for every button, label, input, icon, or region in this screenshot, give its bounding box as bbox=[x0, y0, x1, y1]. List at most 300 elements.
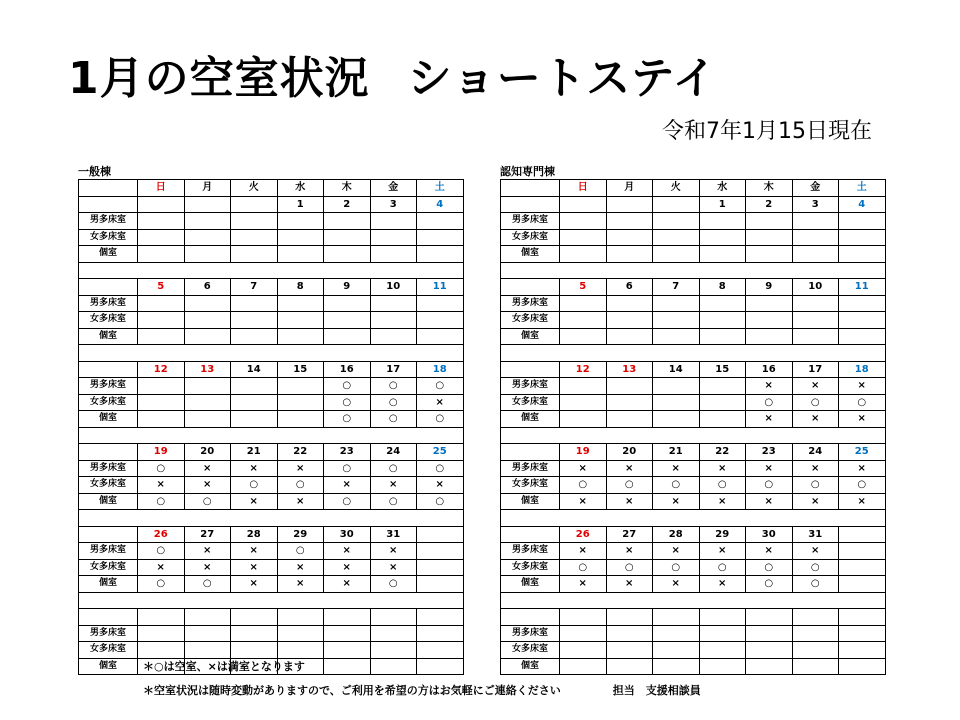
availability-cell: × bbox=[792, 378, 839, 395]
date-row-label bbox=[79, 609, 138, 626]
availability-cell bbox=[417, 246, 464, 263]
spacer-cell bbox=[746, 510, 793, 527]
room-type-label: 個室 bbox=[79, 328, 138, 345]
week-spacer-row bbox=[501, 345, 886, 362]
availability-cell bbox=[792, 328, 839, 345]
date-cell: 4 bbox=[417, 196, 464, 213]
room-row bbox=[79, 576, 464, 593]
room-type-label: 男多床室 bbox=[501, 378, 560, 395]
availability-cell: ○ bbox=[370, 394, 417, 411]
date-cell: 5 bbox=[560, 279, 607, 296]
date-cell: 24 bbox=[370, 444, 417, 461]
availability-cell: ○ bbox=[324, 411, 371, 428]
availability-cell: × bbox=[184, 559, 231, 576]
date-row bbox=[501, 444, 886, 461]
spacer-cell bbox=[501, 427, 560, 444]
availability-cell bbox=[839, 213, 886, 230]
availability-cell: × bbox=[277, 576, 324, 593]
date-row-label bbox=[79, 361, 138, 378]
spacer-cell bbox=[231, 262, 278, 279]
availability-cell: ○ bbox=[606, 559, 653, 576]
week-spacer-row bbox=[79, 592, 464, 609]
room-row bbox=[501, 625, 886, 642]
availability-cell bbox=[560, 312, 607, 329]
availability-cell: × bbox=[370, 477, 417, 494]
date-cell: 7 bbox=[231, 279, 278, 296]
room-row bbox=[79, 229, 464, 246]
availability-cell bbox=[370, 229, 417, 246]
spacer-cell bbox=[324, 262, 371, 279]
availability-cell bbox=[184, 625, 231, 642]
availability-cell bbox=[560, 295, 607, 312]
date-row-label bbox=[79, 196, 138, 213]
date-cell: 19 bbox=[560, 444, 607, 461]
date-row-label bbox=[501, 361, 560, 378]
spacer-cell bbox=[79, 510, 138, 527]
availability-cell bbox=[277, 625, 324, 642]
date-row-label bbox=[79, 526, 138, 543]
availability-cell bbox=[231, 295, 278, 312]
availability-cell bbox=[184, 642, 231, 659]
availability-cell bbox=[417, 642, 464, 659]
date-cell: 2 bbox=[324, 196, 371, 213]
spacer-cell bbox=[653, 427, 700, 444]
availability-cell bbox=[606, 213, 653, 230]
spacer-cell bbox=[746, 427, 793, 444]
room-row bbox=[79, 246, 464, 263]
date-cell: 8 bbox=[699, 279, 746, 296]
availability-cell bbox=[606, 411, 653, 428]
spacer-cell bbox=[184, 592, 231, 609]
availability-cell bbox=[370, 295, 417, 312]
room-row bbox=[501, 213, 886, 230]
availability-cell: ○ bbox=[560, 477, 607, 494]
availability-cell: ○ bbox=[231, 477, 278, 494]
room-row bbox=[79, 394, 464, 411]
date-row bbox=[501, 609, 886, 626]
availability-cell bbox=[746, 658, 793, 675]
availability-cell: × bbox=[324, 543, 371, 560]
header-corner bbox=[501, 180, 560, 197]
spacer-cell bbox=[324, 427, 371, 444]
date-cell: 22 bbox=[277, 444, 324, 461]
availability-cell bbox=[560, 229, 607, 246]
room-row bbox=[79, 559, 464, 576]
date-cell: 2 bbox=[746, 196, 793, 213]
availability-cell: × bbox=[277, 493, 324, 510]
room-type-label: 女多床室 bbox=[79, 559, 138, 576]
availability-cell bbox=[699, 312, 746, 329]
date-cell bbox=[138, 196, 185, 213]
room-row bbox=[79, 642, 464, 659]
date-row bbox=[79, 361, 464, 378]
weekday-header: 火 bbox=[653, 180, 700, 197]
availability-cell bbox=[231, 411, 278, 428]
date-cell: 15 bbox=[699, 361, 746, 378]
availability-cell bbox=[370, 625, 417, 642]
week-spacer-row bbox=[501, 262, 886, 279]
room-row bbox=[79, 378, 464, 395]
date-cell bbox=[184, 609, 231, 626]
date-cell bbox=[606, 196, 653, 213]
date-cell bbox=[417, 526, 464, 543]
availability-cell bbox=[792, 295, 839, 312]
date-cell: 16 bbox=[324, 361, 371, 378]
date-cell: 31 bbox=[370, 526, 417, 543]
date-cell: 31 bbox=[792, 526, 839, 543]
spacer-cell bbox=[277, 427, 324, 444]
room-row bbox=[79, 477, 464, 494]
date-cell: 28 bbox=[231, 526, 278, 543]
availability-cell: ○ bbox=[699, 559, 746, 576]
availability-cell: ○ bbox=[653, 477, 700, 494]
availability-table-dementia bbox=[500, 179, 886, 675]
room-row bbox=[501, 543, 886, 560]
spacer-cell bbox=[79, 592, 138, 609]
availability-cell bbox=[277, 411, 324, 428]
spacer-cell bbox=[277, 262, 324, 279]
week-spacer-row bbox=[501, 427, 886, 444]
availability-cell bbox=[792, 229, 839, 246]
spacer-cell bbox=[606, 345, 653, 362]
room-type-label: 男多床室 bbox=[501, 625, 560, 642]
date-cell: 15 bbox=[277, 361, 324, 378]
availability-cell bbox=[417, 559, 464, 576]
spacer-cell bbox=[277, 345, 324, 362]
availability-cell bbox=[370, 658, 417, 675]
availability-cell bbox=[138, 295, 185, 312]
date-cell: 10 bbox=[792, 279, 839, 296]
availability-cell bbox=[746, 312, 793, 329]
spacer-cell bbox=[417, 345, 464, 362]
spacer-cell bbox=[746, 345, 793, 362]
date-row bbox=[501, 196, 886, 213]
availability-cell: ○ bbox=[792, 559, 839, 576]
availability-cell bbox=[839, 576, 886, 593]
availability-cell: × bbox=[792, 493, 839, 510]
availability-cell bbox=[746, 328, 793, 345]
page-title bbox=[68, 42, 717, 106]
availability-cell: × bbox=[138, 559, 185, 576]
date-row-label bbox=[501, 526, 560, 543]
availability-cell bbox=[792, 312, 839, 329]
date-cell bbox=[560, 196, 607, 213]
date-cell: 24 bbox=[792, 444, 839, 461]
availability-cell: ○ bbox=[792, 477, 839, 494]
availability-cell bbox=[231, 213, 278, 230]
spacer-cell bbox=[324, 592, 371, 609]
availability-cell: ○ bbox=[792, 394, 839, 411]
spacer-cell bbox=[792, 345, 839, 362]
room-row bbox=[501, 411, 886, 428]
availability-cell: × bbox=[606, 460, 653, 477]
room-row bbox=[79, 625, 464, 642]
room-type-label: 女多床室 bbox=[79, 642, 138, 659]
spacer-cell bbox=[79, 345, 138, 362]
availability-cell bbox=[277, 642, 324, 659]
room-row bbox=[79, 295, 464, 312]
spacer-cell bbox=[231, 510, 278, 527]
availability-cell: ○ bbox=[560, 559, 607, 576]
room-type-label: 男多床室 bbox=[79, 543, 138, 560]
availability-cell bbox=[417, 328, 464, 345]
date-cell: 20 bbox=[606, 444, 653, 461]
availability-cell: × bbox=[606, 576, 653, 593]
availability-cell bbox=[746, 295, 793, 312]
availability-cell bbox=[699, 246, 746, 263]
spacer-cell bbox=[138, 592, 185, 609]
availability-cell bbox=[560, 328, 607, 345]
title-sub: ショートステイ bbox=[407, 53, 718, 104]
room-type-label: 個室 bbox=[79, 246, 138, 263]
availability-cell bbox=[839, 658, 886, 675]
room-type-label: 個室 bbox=[79, 493, 138, 510]
availability-cell: ○ bbox=[417, 411, 464, 428]
date-cell: 20 bbox=[184, 444, 231, 461]
date-row bbox=[501, 279, 886, 296]
weekday-header: 木 bbox=[746, 180, 793, 197]
date-cell bbox=[417, 609, 464, 626]
weekday-header: 土 bbox=[839, 180, 886, 197]
date-cell: 1 bbox=[277, 196, 324, 213]
availability-cell bbox=[560, 246, 607, 263]
room-type-label: 個室 bbox=[501, 246, 560, 263]
room-type-label: 男多床室 bbox=[501, 213, 560, 230]
availability-cell: × bbox=[231, 543, 278, 560]
room-row bbox=[501, 559, 886, 576]
date-cell: 6 bbox=[606, 279, 653, 296]
availability-cell bbox=[184, 229, 231, 246]
availability-cell bbox=[606, 312, 653, 329]
room-type-label: 個室 bbox=[79, 658, 138, 675]
availability-cell bbox=[277, 246, 324, 263]
availability-cell bbox=[792, 246, 839, 263]
availability-cell: × bbox=[792, 460, 839, 477]
spacer-cell bbox=[839, 592, 886, 609]
room-type-label: 個室 bbox=[501, 328, 560, 345]
spacer-cell bbox=[792, 510, 839, 527]
availability-cell: × bbox=[560, 576, 607, 593]
date-cell: 19 bbox=[138, 444, 185, 461]
room-row bbox=[501, 328, 886, 345]
weekday-header: 水 bbox=[699, 180, 746, 197]
date-row bbox=[79, 196, 464, 213]
availability-cell bbox=[606, 246, 653, 263]
availability-cell: × bbox=[277, 460, 324, 477]
spacer-cell bbox=[699, 345, 746, 362]
availability-cell bbox=[184, 312, 231, 329]
date-cell: 23 bbox=[324, 444, 371, 461]
date-cell: 21 bbox=[653, 444, 700, 461]
spacer-cell bbox=[606, 262, 653, 279]
date-row-label bbox=[79, 279, 138, 296]
availability-cell bbox=[606, 625, 653, 642]
room-type-label: 個室 bbox=[501, 493, 560, 510]
date-cell: 9 bbox=[324, 279, 371, 296]
date-cell bbox=[699, 609, 746, 626]
date-cell: 30 bbox=[746, 526, 793, 543]
availability-cell: ○ bbox=[792, 576, 839, 593]
availability-cell bbox=[560, 394, 607, 411]
date-cell bbox=[324, 609, 371, 626]
spacer-cell bbox=[417, 427, 464, 444]
spacer-cell bbox=[79, 427, 138, 444]
date-cell: 23 bbox=[746, 444, 793, 461]
room-type-label: 男多床室 bbox=[79, 460, 138, 477]
availability-cell bbox=[370, 642, 417, 659]
spacer-cell bbox=[606, 510, 653, 527]
availability-cell bbox=[277, 312, 324, 329]
availability-cell: × bbox=[231, 559, 278, 576]
date-cell: 11 bbox=[417, 279, 464, 296]
spacer-cell bbox=[324, 510, 371, 527]
availability-cell bbox=[138, 411, 185, 428]
availability-cell bbox=[653, 658, 700, 675]
weekday-header-row bbox=[501, 180, 886, 197]
availability-cell bbox=[606, 229, 653, 246]
weekday-header: 木 bbox=[324, 180, 371, 197]
weekday-header: 金 bbox=[792, 180, 839, 197]
date-cell: 5 bbox=[138, 279, 185, 296]
spacer-cell bbox=[501, 592, 560, 609]
date-cell: 18 bbox=[839, 361, 886, 378]
weekday-header: 日 bbox=[138, 180, 185, 197]
contact-note bbox=[143, 682, 701, 698]
availability-cell bbox=[417, 312, 464, 329]
room-type-label: 女多床室 bbox=[501, 477, 560, 494]
room-type-label: 女多床室 bbox=[79, 477, 138, 494]
availability-cell: ○ bbox=[324, 394, 371, 411]
availability-cell: × bbox=[746, 493, 793, 510]
availability-cell: × bbox=[746, 543, 793, 560]
room-row bbox=[501, 642, 886, 659]
spacer-cell bbox=[184, 345, 231, 362]
availability-cell: ○ bbox=[370, 460, 417, 477]
availability-cell: × bbox=[231, 460, 278, 477]
note-text: ＊空室状況は随時変動がありますので、ご利用を希望の方はお気軽にご連絡ください bbox=[143, 684, 561, 697]
date-cell: 22 bbox=[699, 444, 746, 461]
spacer-cell bbox=[699, 592, 746, 609]
date-cell: 25 bbox=[417, 444, 464, 461]
room-type-label: 女多床室 bbox=[501, 642, 560, 659]
availability-cell: ○ bbox=[184, 493, 231, 510]
availability-cell bbox=[792, 642, 839, 659]
availability-cell: × bbox=[653, 493, 700, 510]
date-cell: 14 bbox=[231, 361, 278, 378]
week-spacer-row bbox=[79, 510, 464, 527]
date-cell: 29 bbox=[699, 526, 746, 543]
room-row bbox=[501, 246, 886, 263]
spacer-cell bbox=[839, 427, 886, 444]
availability-cell bbox=[560, 642, 607, 659]
spacer-cell bbox=[370, 510, 417, 527]
availability-cell bbox=[184, 411, 231, 428]
availability-cell: × bbox=[746, 460, 793, 477]
availability-cell: ○ bbox=[746, 576, 793, 593]
date-row-label bbox=[501, 609, 560, 626]
availability-cell bbox=[839, 312, 886, 329]
room-type-label: 男多床室 bbox=[79, 625, 138, 642]
spacer-cell bbox=[839, 262, 886, 279]
availability-cell bbox=[138, 328, 185, 345]
room-row bbox=[79, 543, 464, 560]
spacer-cell bbox=[184, 262, 231, 279]
weekday-header: 土 bbox=[417, 180, 464, 197]
date-cell: 21 bbox=[231, 444, 278, 461]
availability-cell: × bbox=[231, 493, 278, 510]
availability-cell bbox=[417, 658, 464, 675]
availability-cell: ○ bbox=[746, 477, 793, 494]
spacer-cell bbox=[277, 592, 324, 609]
availability-cell bbox=[324, 642, 371, 659]
availability-cell bbox=[839, 328, 886, 345]
date-cell: 26 bbox=[560, 526, 607, 543]
availability-cell bbox=[138, 642, 185, 659]
availability-cell: × bbox=[324, 559, 371, 576]
date-cell bbox=[138, 609, 185, 626]
availability-cell bbox=[184, 246, 231, 263]
weekday-header-row bbox=[79, 180, 464, 197]
weekday-header: 月 bbox=[606, 180, 653, 197]
spacer-cell bbox=[417, 592, 464, 609]
availability-cell: × bbox=[324, 576, 371, 593]
date-cell: 16 bbox=[746, 361, 793, 378]
availability-cell bbox=[653, 328, 700, 345]
spacer-cell bbox=[138, 262, 185, 279]
week-spacer-row bbox=[79, 427, 464, 444]
room-row bbox=[501, 493, 886, 510]
section-label-general: 一般棟 bbox=[78, 165, 111, 178]
availability-cell: × bbox=[560, 460, 607, 477]
availability-cell: × bbox=[699, 493, 746, 510]
availability-cell: ○ bbox=[184, 576, 231, 593]
availability-cell: ○ bbox=[417, 493, 464, 510]
room-type-label: 女多床室 bbox=[79, 312, 138, 329]
availability-cell bbox=[839, 229, 886, 246]
availability-cell: ○ bbox=[138, 543, 185, 560]
availability-cell bbox=[138, 625, 185, 642]
availability-cell bbox=[324, 295, 371, 312]
room-type-label: 個室 bbox=[501, 658, 560, 675]
availability-cell bbox=[560, 625, 607, 642]
availability-cell bbox=[184, 328, 231, 345]
availability-cell: × bbox=[184, 543, 231, 560]
availability-cell bbox=[231, 378, 278, 395]
availability-cell bbox=[653, 295, 700, 312]
date-cell: 28 bbox=[653, 526, 700, 543]
spacer-cell bbox=[501, 262, 560, 279]
availability-cell bbox=[606, 378, 653, 395]
spacer-cell bbox=[560, 510, 607, 527]
availability-cell bbox=[417, 213, 464, 230]
availability-cell bbox=[699, 229, 746, 246]
availability-cell: ○ bbox=[606, 477, 653, 494]
availability-cell: ○ bbox=[277, 477, 324, 494]
availability-cell bbox=[699, 213, 746, 230]
availability-cell: × bbox=[699, 460, 746, 477]
date-cell bbox=[839, 526, 886, 543]
availability-cell bbox=[653, 394, 700, 411]
availability-cell bbox=[606, 642, 653, 659]
availability-cell: ○ bbox=[324, 493, 371, 510]
availability-cell bbox=[324, 658, 371, 675]
date-cell bbox=[839, 609, 886, 626]
date-cell: 18 bbox=[417, 361, 464, 378]
availability-cell bbox=[184, 295, 231, 312]
date-cell: 30 bbox=[324, 526, 371, 543]
availability-cell: ○ bbox=[417, 460, 464, 477]
spacer-cell bbox=[560, 592, 607, 609]
